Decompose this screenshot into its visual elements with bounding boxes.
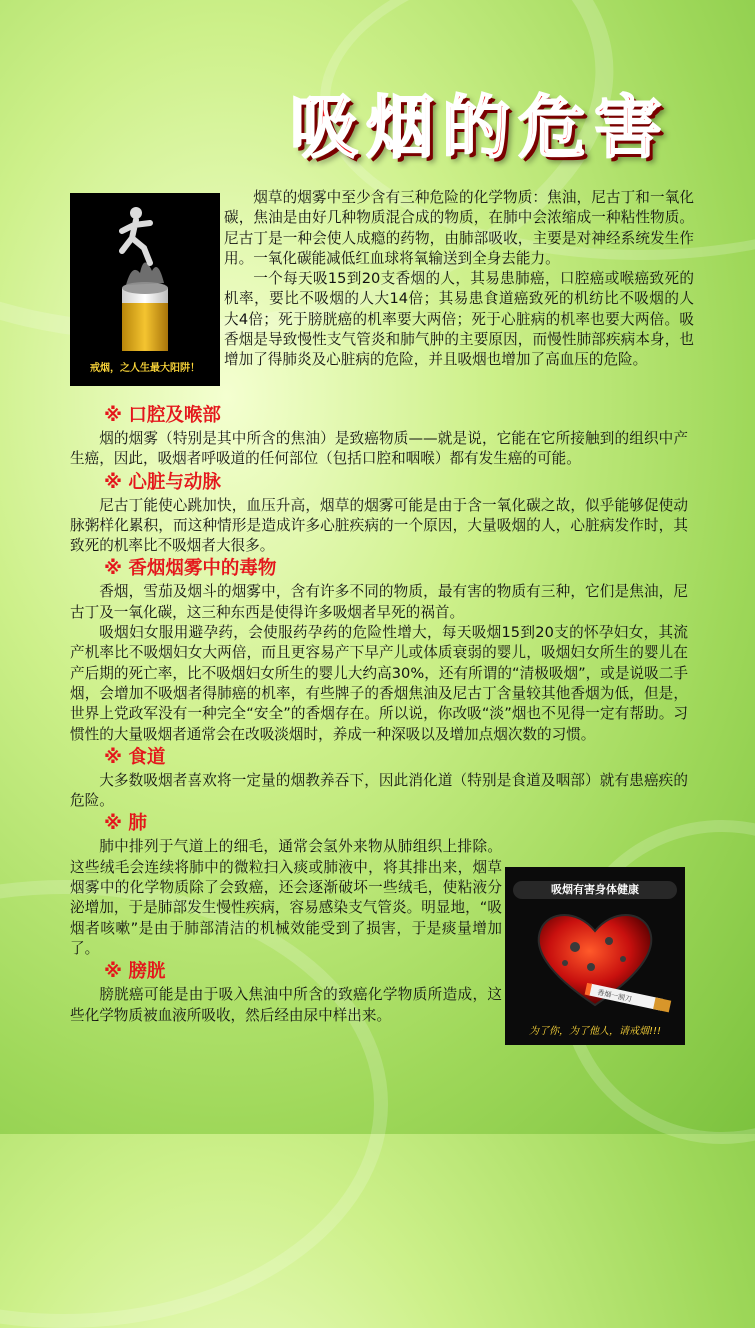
heart-image	[505, 867, 685, 1045]
heart-cigarette-label: 香烟一割刀	[596, 988, 633, 1004]
intro-paragraph: 烟草的烟雾中至少含有三种危险的化学物质：焦油，尼古丁和一氧化碳，焦油是由好几种物质混合成的物质，在肺中会浓缩成一种粘性物质。尼古丁是一种会使人成瘾的药物，由肺部吸收，主要是对神经系统发生作用。一氧化碳能减低红血球将氧输送到全身去能力。	[224, 189, 694, 267]
section-heading: ※ 香烟烟雾中的毒物	[104, 558, 277, 580]
section-paragraph: 尼古丁能使心跳加快，血压升高，烟草的烟雾可能是由于含一氧化碳之故，似乎能够促使动脉粥样化累积，而这种情形是造成许多心脏疾病的一个原因，大量吸烟的人，心脏病发作时，其致死的机率比不吸烟者大很多。	[70, 496, 688, 555]
section-bladder	[70, 959, 502, 1026]
intro-paragraph: 一个每天吸15到20支香烟的人，其易患肺癌，口腔癌或喉癌致死的机率，要比不吸烟的人大14倍；其易患食道癌致死的机纺比不吸烟的人大4倍；死于膀胱癌的机率要大两倍；死于心脏病的机率也要大两倍。吸香烟是导致慢性支气管炎和肺气肿的主要原因，而慢性肺部疾病本身，也增加了得肺炎及心脏病的危险，并且吸烟也增加了高血压的危险。	[224, 270, 694, 369]
section-esophagus	[70, 745, 688, 812]
intro-text	[224, 188, 694, 371]
section-paragraph: 烟的烟雾（特别是其中所含的焦油）是致癌物质——就是说，它能在它所接触到的组织中产生癌，因此，吸烟者呼吸道的任何部位（包括口腔和咽喉）都有发生癌的可能。	[70, 430, 688, 468]
section-heading: ※ 食道	[104, 746, 166, 768]
section-heading: ※ 膀胱	[104, 961, 166, 983]
cigarette-caption: 戒烟，之人生最大阳阱！	[90, 363, 200, 374]
heart-bottom-caption: 为了你，为了他人，请戒烟!!!	[528, 1026, 662, 1037]
section-toxins	[70, 556, 688, 744]
section-heart	[70, 470, 688, 557]
cigarette-illustration	[70, 193, 220, 386]
heart-top-caption: 吸烟有害身体健康	[513, 881, 677, 899]
section-paragraph: 膀胱癌可能是由于吸入焦油中所含的致癌化学物质所造成，这些化学物质被血液所吸收，然后经由尿中样出来。	[70, 986, 502, 1024]
section-mouth	[70, 403, 688, 470]
heart-illustration	[505, 867, 685, 1045]
section-paragraph: 大多数吸烟者喜欢将一定量的烟教养吞下，因此消化道（特别是食道及咽部）就有患癌疾的危险。	[70, 771, 688, 810]
section-heading: ※ 肺	[104, 813, 147, 835]
section-paragraph: 肺中排列于气道上的细毛，通常会氢外来物从肺组织上排除。这些绒毛会连续将肺中的微粒扫入痰或肺液中，将其排出来，烟草烟雾中的化学物质除了会致癌，还会逐渐破坏一些绒毛，使粘液分泌增加，于是肺部发生慢性疾病，容易感染支气管炎。明显地，“吸烟者咳嗽”是由于肺部清洁的机械效能受到了损害，于是痰量增加了。	[70, 838, 502, 957]
page-title: 吸烟的危害	[290, 88, 671, 168]
section-paragraph: 香烟，雪茄及烟斗的烟雾中，含有许多不同的物质，最有害的物质有三种，它们是焦油，尼古丁及一氧化碳，这三种东西是使得许多吸烟者早死的祸首。	[70, 583, 688, 621]
section-paragraph: 吸烟妇女服用避孕药，会使服药孕药的危险性增大，每天吸烟15到20支的怀孕妇女，其流产机率比不吸烟妇女大两倍，而且更容易产下早产儿或体质衰弱的婴儿，吸烟妇女所生的婴儿在产后期的死亡率，比不吸烟妇女所生的婴儿大约高30%，还有所谓的“清极吸烟”，或是说吸二手烟，会增加不吸烟者得肺癌的机率，有些牌子的香烟焦油及尼古丁含量较其他香烟为低，但是，世界上党政军没有一种完全“安全”的香烟存在。所以说，你改吸“淡”烟也不见得一定有帮助。习惯性的大量吸烟者通常会在改吸淡烟时，养成一种深吸以及增加点烟次数的习惯。	[70, 624, 688, 743]
cigarette-image	[70, 193, 220, 386]
section-lungs	[70, 811, 502, 959]
section-heading: ※ 心脏与动脉	[104, 471, 221, 493]
section-heading: ※ 口腔及喉部	[104, 405, 221, 426]
